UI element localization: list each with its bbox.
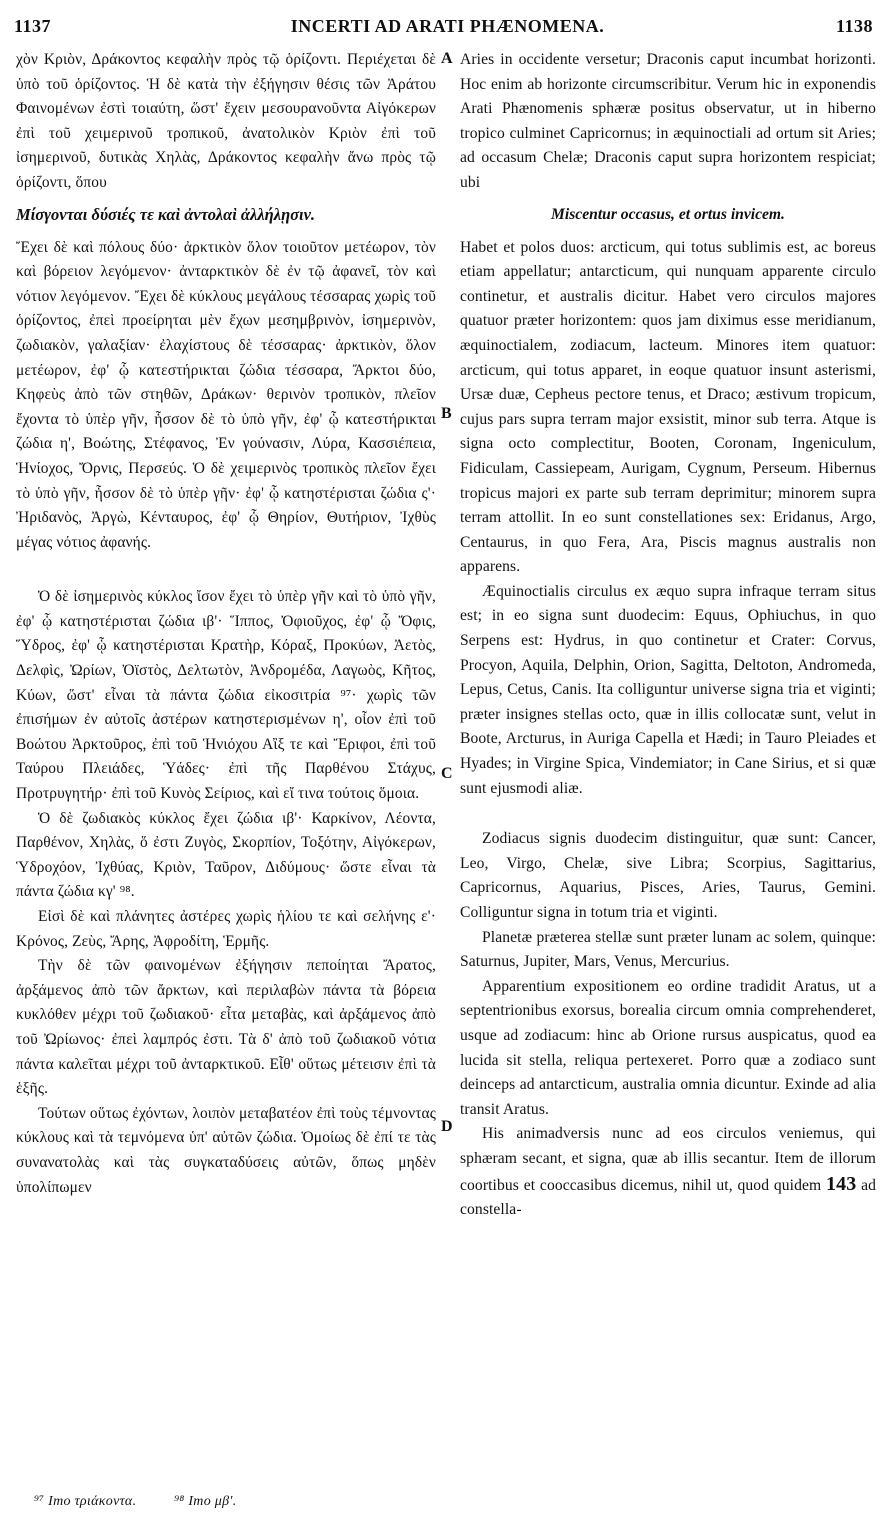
margin-letter-a: A	[441, 50, 453, 67]
greek-paragraph-3: Ὁ δὲ ἰσημερινὸς κύκλος ἴσον ἔχει τὸ ὑπὲρ γῆν καὶ τὸ ὑπὸ γῆν, ἐφ' ᾧ κατηστέρισται ζώδια ιβ'· Ἵππος, Ὀφιοῦχος, ἐφ' ᾧ Ὄφις, Ὕδρος, ἐφ' ᾧ κατηστέρισται Κρατὴρ, Κόραξ, Προκύων, Ἀετὸς, Δελφὶς, Ὠρίων, Ὀϊστὸς, Δελτωτὸν, Ἀνδρομέδα, Λαγωὸς, Κῆτος, Κύων, ὥστ' εἶναι τὰ πάντα ζώδια εἰκοσιτρία ⁹⁷· χωρὶς τῶν ἐπισήμων ἐν αὐτοῖς ἀστέρων κατηστερισμένων η', οἷον ἐπὶ τοῦ Βοώτου Ἀρκτοῦρος, ἐπὶ τοῦ Ἡνιόχου Αἲξ τε καὶ Ἔριφοι, ἐπὶ τοῦ Ταύρου Πλειάδες, Ὑάδες· ἐπὶ τῆς Παρθένου Στάχυς, Προτρυγητήρ· ἐπὶ τοῦ Κυνὸς Σείριος, καὶ εἴ τινα τούτοις ὅμοια.	[16, 588, 436, 803]
greek-paragraph-1: χὸν Κριὸν, Δράκοντος κεφαλὴν πρὸς τῷ ὁρίζοντι. Περιέχεται δὲ ὑπὸ τοῦ ὁρίζοντος. Ἡ δὲ κατὰ τὴν ἐξήγησιν θέσις τῶν Ἀράτου Φαινομένων ἐστὶ τοιαύτη, ὥστ' ἔχειν μεσουρανοῦντα Αἰγόκερων ἐπὶ τοῦ χειμερινοῦ τροπικοῦ, ἀνατολικὸν Κριὸν ἐπὶ τοῦ ἰσημερινοῦ, δυτικὰς Χηλὰς, Δράκοντος κεφαλὴν ἄνω πρὸς τῷ ὁρίζοντι, ὅπου	[16, 51, 436, 191]
greek-paragraph-2: Ἔχει δὲ καὶ πόλους δύο· ἀρκτικὸν ὅλον τοιοῦτον μετέωρον, τὸν καὶ βόρειον λεγόμενον· ἀνταρκτικὸν δὲ ἐν τῷ ἀφανεῖ, τὸν καὶ νότιον λεγόμενον. Ἔχει δὲ κύκλους μεγάλους τέσσαρας χωρὶς τοῦ ὁρίζοντος, ἐπεὶ προείρηται μὲν ἔχων μεσημβρινὸν, ἰσημερινὸν, ζωδιακὸν, γαλαξίαν· ἐλαχίστους δὲ τέσσαρας· ἀρκτικὸν, ὅλον μετέωρον, ἐφ' ᾧ κατεστήρικται ζώδια τέσσαρα, Ἄρκτοι δύο, Κηφεὺς ἀπὸ τῶν στηθῶν, Δράκων· θερινὸν τροπικὸν, πλεῖον ἔχοντα τὸ ὑπὲρ γῆν, ἧσσον δὲ τὸ ὑπὸ γῆν, ἐφ' ᾧ κατεστήρικται ζώδια η', Βοώτης, Στέφανος, Ἐν γούνασιν, Λύρα, Κασσιέπεια, Ἡνίοχος, Ὄρνις, Περσεύς. Ὁ δὲ χειμερινὸς τροπικὸς πλεῖον ἔχει τὸ ὑπὸ γῆν, ἧσσον δὲ τὸ ὑπὲρ γῆν· ἐφ' ᾧ κατηστέρισται ζώδια ς'· Ἠριδανὸς, Ἀργὼ, Κένταυρος, ἐφ' ᾧ Θηρίον, Θυτήριον, Ἰχθὺς μέγας νότιος ἀφανής.	[16, 238, 436, 551]
page-header	[0, 8, 895, 38]
page-number-left: 1137	[14, 16, 52, 36]
greek-paragraph-5: Εἰσὶ δὲ καὶ πλάνητες ἀστέρες χωρὶς ἡλίου τε καὶ σελήνης ε'· Κρόνος, Ζεὺς, Ἄρης, Ἀφροδίτη, Ἑρμῆς.	[16, 908, 436, 950]
footnotes	[34, 1494, 271, 1510]
latin-paragraph-7-start: His animadversis nunc ad eos circulos veniemus, qui sphæram secant, et signa, quæ ab illis secantur. Item de illorum coortibus et cooccasibus dicemus, nihil ut, quod quidem	[460, 1125, 876, 1194]
latin-paragraph-1: Aries in occidente versetur; Draconis caput incumbat horizonti. Hoc enim ab horizonte circumscribitur. Verum hic in exponendis Arati Phænomenis sphæræ positus observatur, ut in hiberno tropico culminet Capricornus; in æquinoctiali ad ortum sit Aries; ad occasum Chelæ; Draconis caput supra horizontem respiciat; ubi	[460, 51, 876, 191]
latin-verse-heading: Miscentur occasus, et ortus invicem.	[551, 205, 785, 223]
greek-column	[16, 48, 436, 1200]
latin-paragraph-7-end: ad constella-	[460, 1176, 876, 1219]
margin-letter-d: D	[441, 1118, 453, 1135]
column-number: 143	[826, 1172, 857, 1195]
latin-column	[460, 48, 876, 1223]
greek-paragraph-6: Τὴν δὲ τῶν φαινομένων ἐξήγησιν πεποίηται Ἄρατος, ἀρξάμενος ἀπὸ τῶν ἄρκτων, καὶ περιλαβὼν πάντα τὰ βόρεια κυκλόθεν μέχρι τοῦ ζωδιακοῦ· εἶτα μεταβὰς, καὶ ἀρξάμενος ἀπὸ τοῦ Ὠρίωνος· ἐπεὶ λαμπρός ἐστι. Τὰ δ' ἀπὸ τοῦ ζωδιακοῦ νότια πάντα καλεῖται μέχρι τοῦ ἀνταρκτικοῦ. Εἶθ' οὕτως μέτεισιν ἐπὶ τὰ ἑξῆς.	[16, 957, 436, 1098]
running-title: INCERTI AD ARATI PHÆNOMENA.	[290, 16, 605, 36]
latin-paragraph-3: Æquinoctialis circulus ex æquo supra infraque terram situs est; in eo signa sunt duodecim: Equus, Ophiuchus, in quo Serpens est: Hydrus, in quo continetur et Crater: Corvus, Procyon, Aquila, Delphin, Orion, Sagitta, Deltoton, Andromeda, Lepus, Cetus, Canis. Ita colliguntur universe signa tria et viginti; præter insignes stellas octo, quæ in illis collocatæ sunt, velut in Boote, Arcturus, in Auriga Capella et Hædi; in Tauro Pleiades et Hyades; in Virgine Spica, Vindemiator; in Cane Sirius, et si quæ sunt ejusmodi aliæ.	[460, 582, 876, 797]
latin-paragraph-5: Planetæ præterea stellæ sunt præter lunam ac solem, quinque: Saturnus, Jupiter, Mars, Venus, Mercurius.	[460, 928, 876, 971]
greek-verse-heading: Μίσγονται δύσιές τε καὶ ἀντολαὶ ἀλλήλῃσιν.	[16, 204, 316, 224]
latin-paragraph-6: Apparentium expositionem eo ordine tradidit Aratus, ut a septentrionibus exorsus, borealia circum omnia comprehenderet, usque ad zodiacum: hinc ab Orione rursus auspicatus, quod ea lucida sit stella, reliqua pertexeret. Porro quæ a zodiaco sunt deinceps ad antarcticum, australia omnia dicuntur. Exinde ad alia transit Aratus.	[460, 977, 876, 1118]
footnote-98: ⁹⁸ Imo μβ'.	[174, 1494, 237, 1509]
latin-paragraph-2: Habet et polos duos: arcticum, qui totus sublimis est, ac boreus etiam appellatur; antarcticum, qui nunquam apparente circulo continetur, et australis dicitur. Habet vero circulos majores quatuor præter horizontem: quos jam diximus esse meridianum, æquinoctialem, zodiacum, lacteum. Minores item quatuor: arcticum, qui totus apparet, in eoque quatuor insunt asterismi, Ursæ duæ, Cepheus pectore tenus, et Draco; æstivum tropicum, cujus pars supra terram major exsistit, minor sub terra. Atque is signa octo complectitur, Booten, Coronam, Ingeniculum, Fidiculam, Cassiepeam, Aurigam, Cygnum, Perseum. Hibernus tropicus majori ex parte sub terram deprimitur; minorem supra terram attollit. In eo sunt constellationes sex: Eridanus, Argo, Centaurus, in quo Fera, Ara, Piscis magnus australis non apparens.	[460, 238, 876, 576]
footnote-97: ⁹⁷ Imo τριάκοντα.	[34, 1494, 137, 1509]
latin-paragraph-7	[460, 1122, 876, 1222]
latin-paragraph-4: Zodiacus signis duodecim distinguitur, quæ sunt: Cancer, Leo, Virgo, Chelæ, sive Libra; Scorpius, Sagittarius, Capricornus, Aquarius, Pisces, Aries, Taurus, Gemini. Colliguntur signa in totum tria et viginti.	[460, 830, 876, 921]
greek-paragraph-4: Ὁ δὲ ζωδιακὸς κύκλος ἔχει ζώδια ιβ'· Καρκίνον, Λέοντα, Παρθένον, Χηλὰς, ὅ ἐστι Ζυγὸς, Σκορπίον, Τοξότην, Αἰγόκερων, Ὑδροχόον, Ἰχθύας, Κριὸν, Ταῦρον, Διδύμους· ὥστε εἶναι τὰ πάντα ζώδια κγ' ⁹⁸.	[16, 809, 436, 901]
margin-letter-b: B	[441, 405, 452, 422]
page-number-right: 1138	[835, 16, 873, 36]
greek-paragraph-7: Τούτων οὕτως ἐχόντων, λοιπὸν μεταβατέον ἐπὶ τοὺς τέμνοντας κύκλους καὶ τὰ τεμνόμενα ὑπ' αὐτῶν ζώδια. Ὁμοίως δὲ ἐπί τε τὰς συνανατολὰς καὶ τὰς συγκαταδύσεις αὐτῶν, ὅπως μηδὲν ὑπολίπωμεν	[16, 1104, 436, 1196]
margin-letter-c: C	[441, 765, 453, 782]
